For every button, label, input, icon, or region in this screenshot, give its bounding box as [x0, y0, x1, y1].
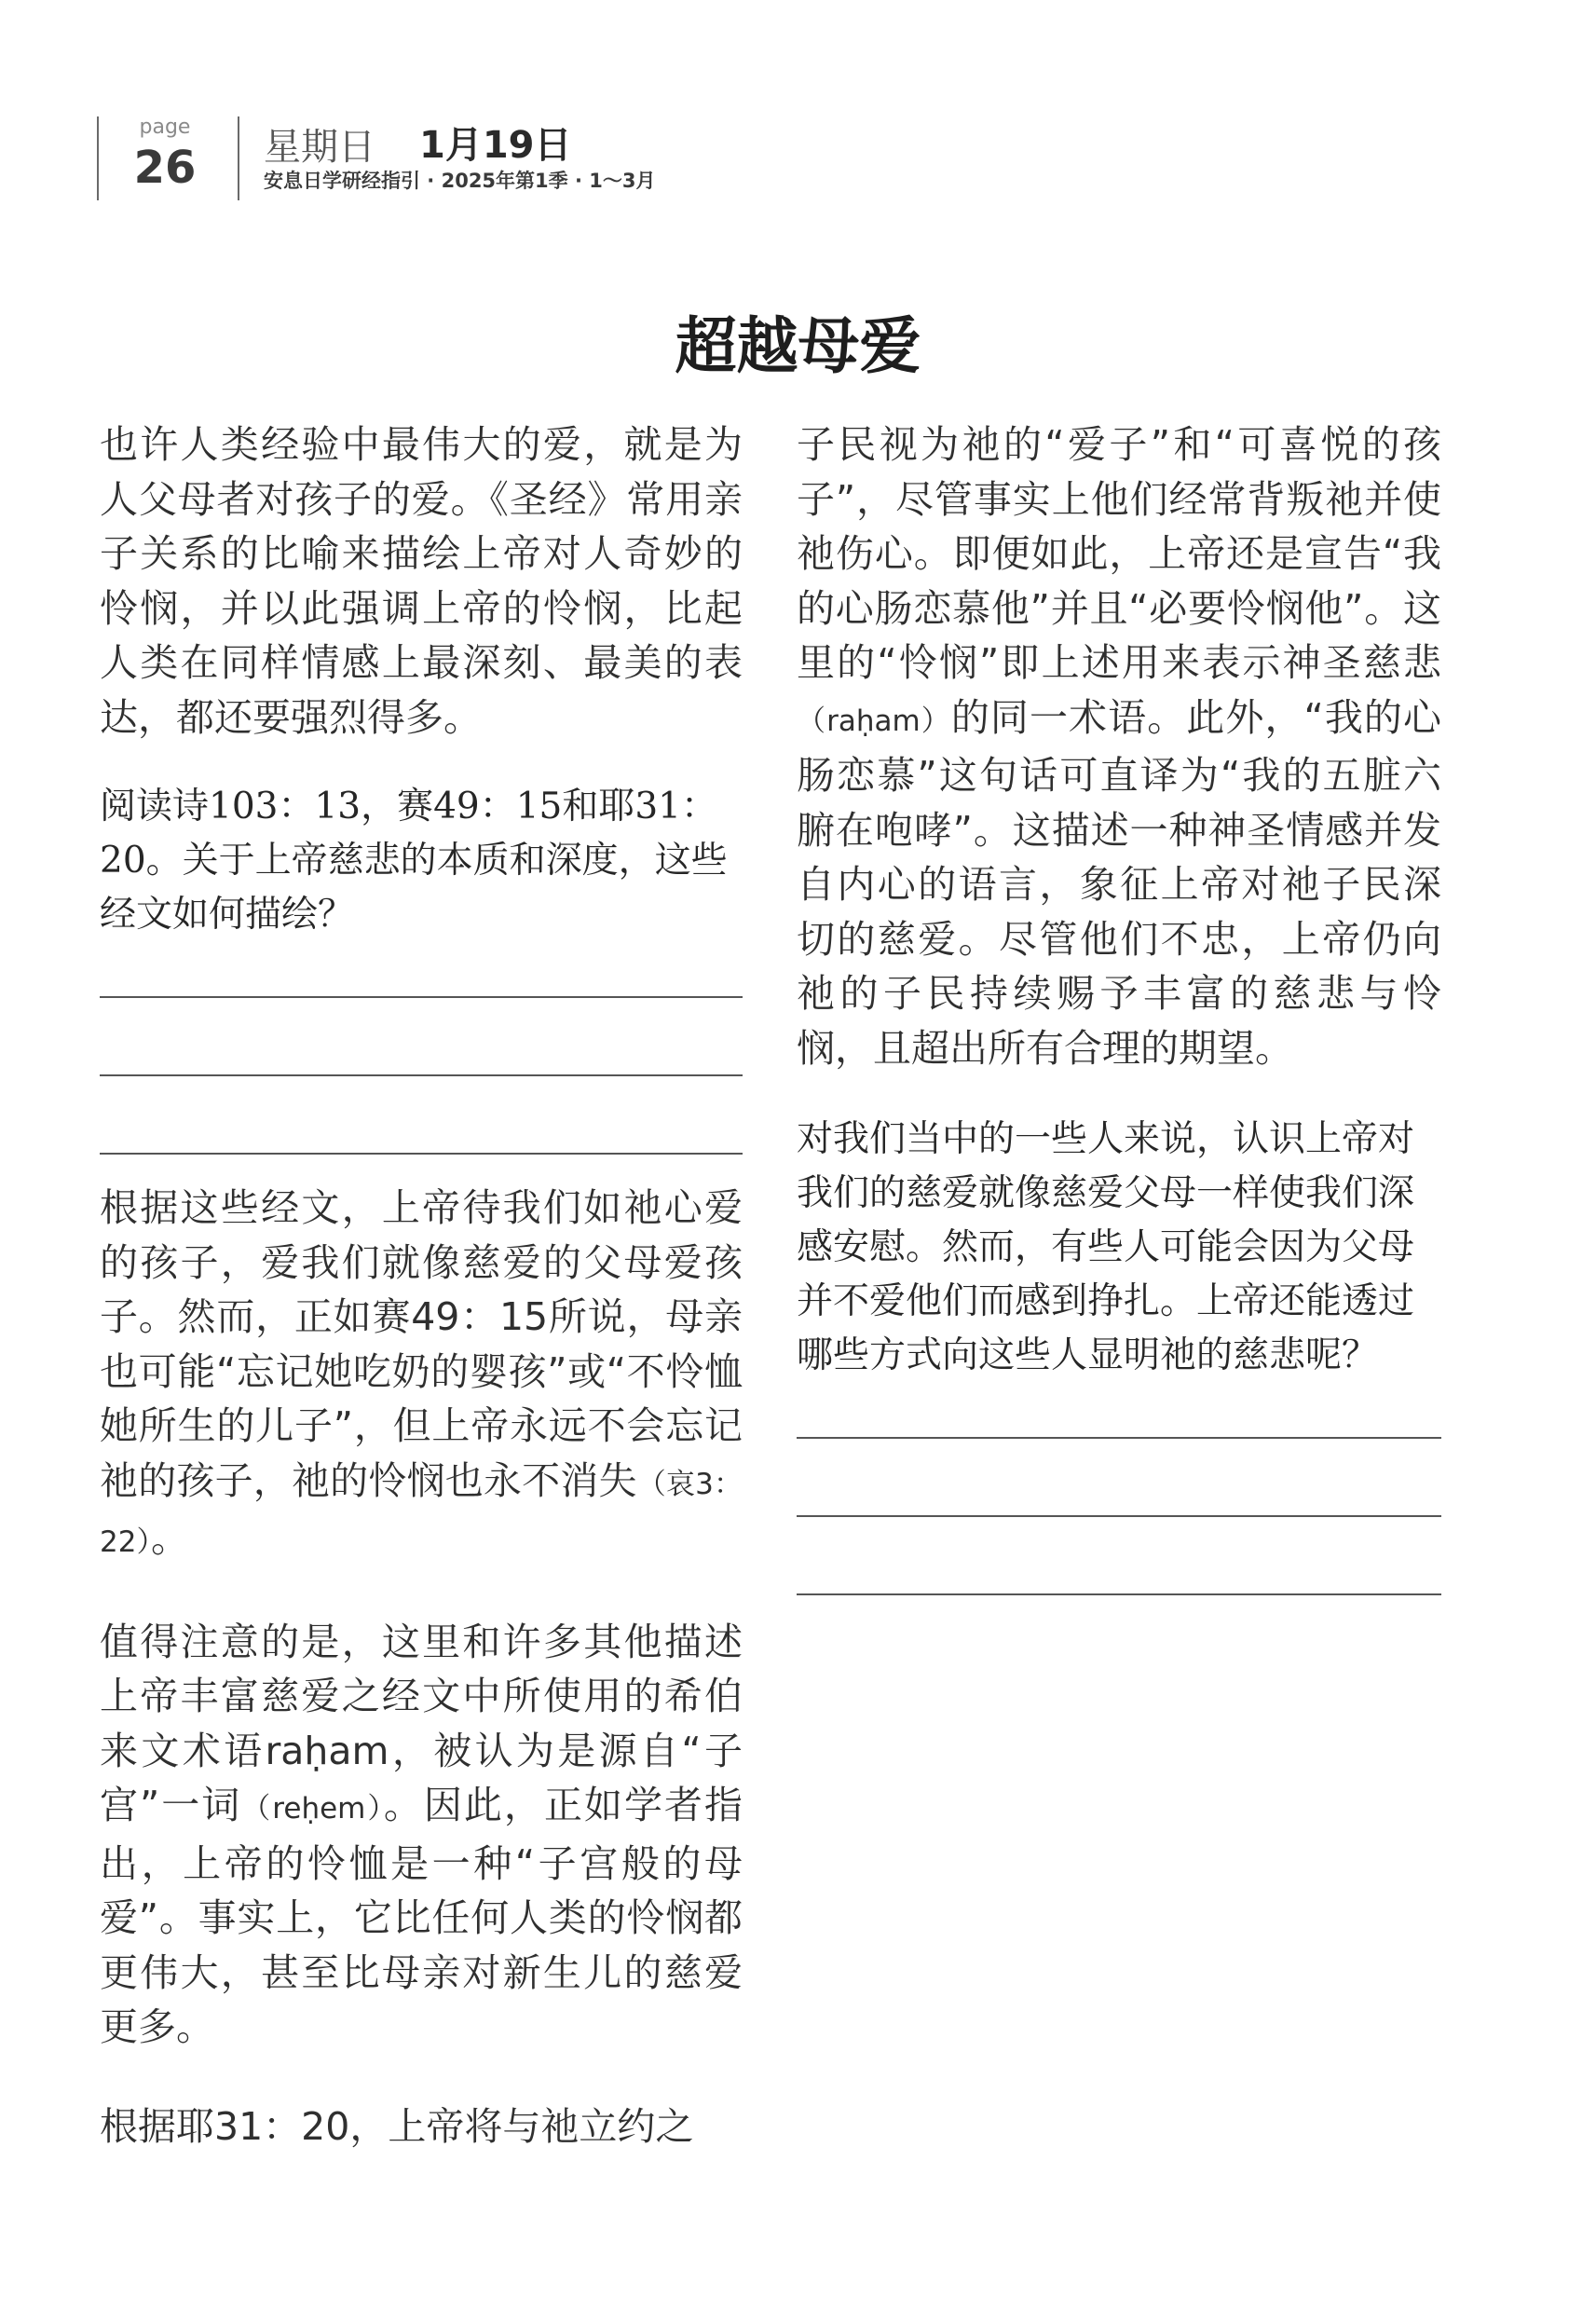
header-divider-left — [97, 116, 99, 200]
paragraph-intro: 也许人类经验中最伟大的爱，就是为人父母者对孩子的爱。《圣经》常用亲子关系的比喻来描绘上帝对人奇妙的怜悯，并以此强调上帝的怜悯，比起人类在同样情感上最深刻、最美的表达，都还要强烈得多。 — [100, 422, 743, 740]
page-label: page — [139, 116, 191, 139]
header-divider-right — [238, 116, 239, 200]
paragraph-raham — [100, 1615, 743, 2055]
paragraph-text: 值得注意的是，这里和许多其他描述上帝丰富慈爱之经文中所使用的希伯来文术语raḥam，被认为是源自“子宫”一词 — [100, 1619, 743, 1827]
answer-line — [100, 1153, 743, 1155]
answer-line — [100, 1074, 743, 1076]
page-header — [0, 0, 1596, 214]
answer-line — [100, 996, 743, 998]
lesson-title: 超越母爱 — [675, 309, 921, 382]
page-number: 26 — [133, 142, 197, 194]
paragraph-text-end: 的同一术语。此外，“我的心肠恋慕”这句话可直译为“我的五脏六腑在咆哮”。这描述一种神圣情感并发自内心的语言，象征上帝对祂子民深切的慈爱。尽管他们不忠，上帝仍向祂的子民持续赐予丰富的慈悲与怜悯，且超出所有合理的期望。 — [797, 694, 1441, 1071]
right-column — [797, 417, 1441, 1595]
hebrew-term-citation: （raḥam） — [797, 704, 951, 738]
study-question-1: 阅读诗103：13，赛49：15和耶31：20。关于上帝慈悲的本质和深度，这些经文如何描绘？ — [100, 786, 728, 936]
weekday: 星期日 — [264, 126, 375, 169]
paragraph-text: 子民视为祂的“爱子”和“可喜悦的孩子”，尽管事实上他们经常背叛祂并使祂伤心。即便如此，上帝还是宣告“我的心肠恋慕他”并且“必要怜悯他”。这里的“怜悯”即上述用来表示神圣慈悲 — [797, 422, 1441, 685]
lesson-date: 1月19日 — [419, 124, 572, 167]
publication-line: 安息日学研经指引 · 2025年第1季 · 1～3月 — [264, 170, 656, 192]
paragraph-jeremiah: 根据耶31：20，上帝将与祂立约之 — [100, 2103, 694, 2149]
paragraph-text-end: 。因此，正如学者指出，上帝的怜恤是一种“子宫般的母爱”。事实上，它比任何人类的怜悯都更伟大，甚至比母亲对新生儿的慈爱更多。 — [100, 1783, 743, 2049]
answer-line — [797, 1515, 1441, 1517]
answer-line — [797, 1437, 1441, 1439]
answer-line — [797, 1593, 1441, 1595]
scripture-citation: （哀3：22） — [100, 1467, 743, 1559]
paragraph-text: 根据这些经文，上帝待我们如祂心爱的孩子，爱我们就像慈爱的父母爱孩子。然而，正如赛49：15所说，母亲也可能“忘记她吃奶的婴孩”或“不怜恤她所生的儿子”，但上帝永远不会忘记祂的孩子，祂的怜悯也永不消失 — [100, 1185, 743, 1503]
paragraph-beloved-children — [797, 417, 1441, 1075]
answer-lines-2 — [797, 1437, 1441, 1595]
paragraph-mother-love — [100, 1181, 743, 1570]
answer-lines-1 — [100, 996, 743, 1155]
paragraph-text-end: 。 — [150, 1516, 189, 1561]
study-question-2: 对我们当中的一些人来说，认识上帝对我们的慈爱就像慈爱父母一样使我们深感安慰。然而，有些人可能会因为父母并不爱他们而感到挣扎。上帝还能透过哪些方式向这些人显明祂的慈悲呢？ — [797, 1118, 1415, 1376]
hebrew-term-citation: （reḥem） — [241, 1792, 384, 1826]
left-column — [100, 417, 743, 2154]
